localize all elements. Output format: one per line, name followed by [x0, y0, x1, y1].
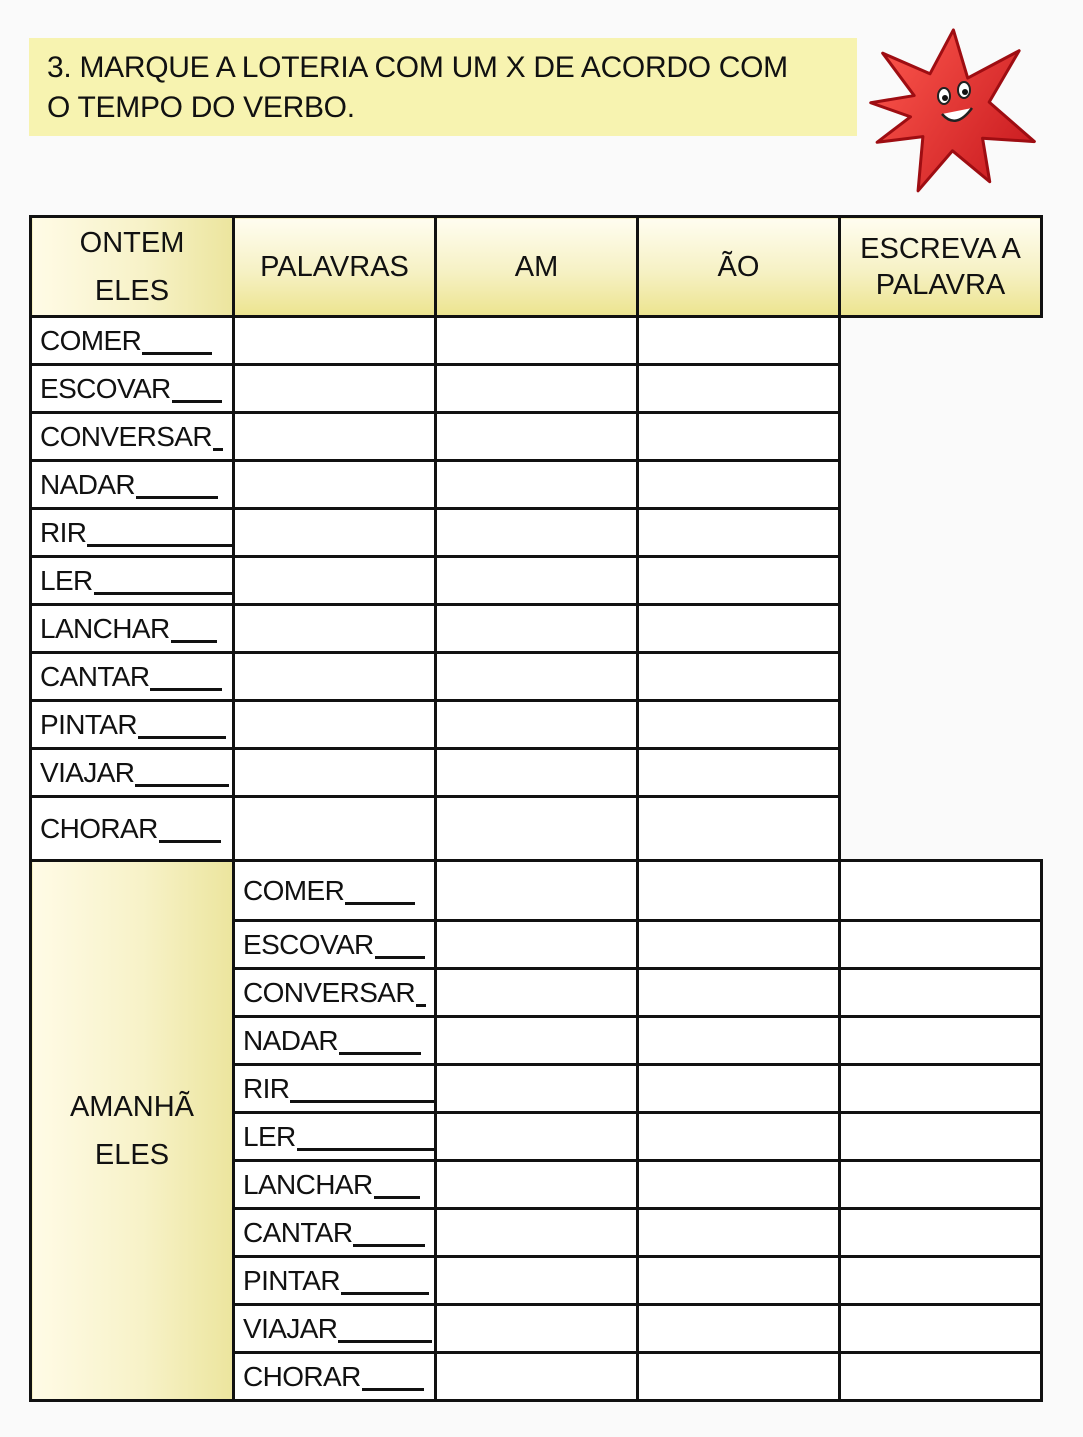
group-label-ontem [31, 217, 234, 317]
answer-cell-ao[interactable] [436, 509, 638, 557]
fill-in-blank-line [416, 1004, 426, 1007]
answer-cell-am[interactable] [234, 749, 436, 797]
table-row [31, 861, 1042, 921]
answer-cell-escreva[interactable] [638, 365, 840, 413]
fill-in-blank-line [290, 1100, 435, 1103]
word-label: NADAR [40, 468, 136, 500]
word-label: COMER [40, 324, 142, 356]
answer-cell-escreva[interactable] [638, 653, 840, 701]
fill-in-blank-line [171, 640, 217, 643]
word-cell [31, 605, 234, 653]
table-row [31, 317, 1042, 365]
answer-cell-am[interactable] [234, 317, 436, 365]
answer-cell-am[interactable] [436, 861, 638, 921]
answer-cell-escreva[interactable] [638, 701, 840, 749]
answer-cell-escreva[interactable] [840, 1353, 1042, 1401]
table-row [31, 557, 1042, 605]
answer-cell-ao[interactable] [436, 797, 638, 861]
fill-in-blank-line [297, 1148, 436, 1151]
answer-cell-ao[interactable] [638, 1161, 840, 1209]
word-label: LANCHAR [243, 1168, 373, 1200]
group-label-amanha-line1: AMANHÃ [69, 1090, 195, 1123]
word-cell [234, 1257, 436, 1305]
fill-in-blank-line [353, 1244, 425, 1247]
answer-cell-am[interactable] [436, 1257, 638, 1305]
word-cell [31, 365, 234, 413]
answer-cell-escreva[interactable] [840, 1161, 1042, 1209]
answer-cell-am[interactable] [234, 557, 436, 605]
header-am: AM [436, 217, 638, 317]
table-row [31, 701, 1042, 749]
header-row [31, 217, 1042, 317]
word-cell [234, 1113, 436, 1161]
word-label: CHORAR [243, 1360, 361, 1392]
answer-cell-am[interactable] [436, 1305, 638, 1353]
answer-cell-ao[interactable] [638, 861, 840, 921]
instruction-line-1: 3. MARQUE A LOTERIA COM UM X DE ACORDO COM [47, 51, 788, 84]
answer-cell-ao[interactable] [638, 1257, 840, 1305]
answer-cell-am[interactable] [234, 461, 436, 509]
fill-in-blank-line [159, 840, 221, 843]
answer-cell-am[interactable] [234, 509, 436, 557]
word-cell [31, 701, 234, 749]
word-cell [31, 509, 234, 557]
word-label: CANTAR [40, 660, 150, 692]
fill-in-blank-line [362, 1388, 424, 1391]
answer-cell-am[interactable] [436, 1017, 638, 1065]
word-cell [234, 1305, 436, 1353]
word-label: VIAJAR [243, 1312, 338, 1344]
word-cell [31, 653, 234, 701]
answer-cell-ao[interactable] [638, 969, 840, 1017]
group-label-ontem-line2: ELES [94, 274, 170, 307]
answer-cell-escreva[interactable] [840, 1305, 1042, 1353]
word-label: CONVERSAR [40, 420, 212, 452]
answer-cell-am[interactable] [436, 1209, 638, 1257]
answer-cell-escreva[interactable] [638, 797, 840, 861]
word-cell [234, 861, 436, 921]
word-label: PINTAR [40, 708, 137, 740]
answer-cell-escreva[interactable] [638, 461, 840, 509]
answer-cell-ao[interactable] [638, 1017, 840, 1065]
table-row [31, 653, 1042, 701]
word-label: LANCHAR [40, 612, 170, 644]
answer-cell-escreva[interactable] [638, 749, 840, 797]
fill-in-blank-line [345, 902, 415, 905]
answer-cell-ao[interactable] [436, 461, 638, 509]
fill-in-blank-line [374, 1196, 420, 1199]
word-label: CHORAR [40, 812, 158, 844]
fill-in-blank-line [136, 496, 218, 499]
answer-cell-escreva[interactable] [840, 1065, 1042, 1113]
word-cell [31, 461, 234, 509]
word-cell [31, 317, 234, 365]
answer-cell-am[interactable] [234, 413, 436, 461]
word-label: VIAJAR [40, 756, 135, 788]
word-label: COMER [243, 874, 345, 906]
answer-cell-am[interactable] [436, 921, 638, 969]
word-label: RIR [40, 516, 87, 548]
word-label: PINTAR [243, 1264, 340, 1296]
fill-in-blank-line [94, 592, 234, 595]
header-palavras: PALAVRAS [234, 217, 436, 317]
instruction-box [29, 38, 857, 136]
word-label: CONVERSAR [243, 976, 415, 1008]
group-label-ontem-line1: ONTEM [79, 226, 185, 259]
answer-cell-ao[interactable] [638, 1305, 840, 1353]
table-row [31, 413, 1042, 461]
word-cell [234, 921, 436, 969]
table-row [31, 509, 1042, 557]
answer-cell-am[interactable] [436, 1161, 638, 1209]
answer-cell-escreva[interactable] [638, 317, 840, 365]
word-label: RIR [243, 1072, 290, 1104]
word-cell [234, 1209, 436, 1257]
word-label: LER [40, 564, 93, 596]
table-row [31, 749, 1042, 797]
word-cell [31, 797, 234, 861]
answer-cell-escreva[interactable] [638, 557, 840, 605]
answer-cell-escreva[interactable] [840, 861, 1042, 921]
word-label: NADAR [243, 1024, 339, 1056]
verb-lottery-table [29, 215, 1043, 1402]
fill-in-blank-line [150, 688, 222, 691]
answer-cell-ao[interactable] [638, 1113, 840, 1161]
header-escreva-a-palavra [840, 217, 1042, 317]
answer-cell-ao[interactable] [638, 1209, 840, 1257]
answer-cell-ao[interactable] [638, 1065, 840, 1113]
answer-cell-escreva[interactable] [840, 969, 1042, 1017]
answer-cell-escreva[interactable] [840, 921, 1042, 969]
answer-cell-ao[interactable] [436, 557, 638, 605]
fill-in-blank-line [339, 1052, 421, 1055]
word-cell [234, 1353, 436, 1401]
red-x-smiling-icon [866, 26, 1038, 194]
answer-cell-ao[interactable] [436, 701, 638, 749]
answer-cell-am[interactable] [234, 701, 436, 749]
answer-cell-escreva[interactable] [840, 1113, 1042, 1161]
answer-cell-am[interactable] [234, 653, 436, 701]
answer-cell-ao[interactable] [436, 605, 638, 653]
answer-cell-escreva[interactable] [840, 1017, 1042, 1065]
word-cell [31, 749, 234, 797]
fill-in-blank-line [138, 736, 226, 739]
answer-cell-escreva[interactable] [840, 1209, 1042, 1257]
header-escreva-line2: PALAVRA [875, 268, 1006, 301]
answer-cell-ao[interactable] [436, 317, 638, 365]
table-row [31, 461, 1042, 509]
answer-cell-escreva[interactable] [638, 413, 840, 461]
word-cell [234, 1161, 436, 1209]
word-cell [31, 557, 234, 605]
header-escreva-line1: ESCREVA A [860, 232, 1021, 265]
answer-cell-ao[interactable] [436, 413, 638, 461]
answer-cell-am[interactable] [234, 365, 436, 413]
word-cell [234, 1065, 436, 1113]
table-row [31, 605, 1042, 653]
fill-in-blank-line [142, 352, 212, 355]
header-ao: ÃO [638, 217, 840, 317]
word-label: LER [243, 1120, 296, 1152]
word-label: ESCOVAR [243, 928, 374, 960]
instruction-line-2: O TEMPO DO VERBO. [47, 91, 355, 124]
answer-cell-ao[interactable] [638, 1353, 840, 1401]
answer-cell-escreva[interactable] [840, 1257, 1042, 1305]
answer-cell-am[interactable] [436, 1113, 638, 1161]
answer-cell-am[interactable] [234, 605, 436, 653]
fill-in-blank-line [213, 448, 223, 451]
table-row [31, 365, 1042, 413]
group-label-amanha-line2: ELES [94, 1138, 170, 1171]
answer-cell-ao[interactable] [436, 653, 638, 701]
group-label-amanha [31, 861, 234, 1401]
answer-cell-am[interactable] [234, 797, 436, 861]
word-cell [234, 969, 436, 1017]
word-cell [234, 1017, 436, 1065]
answer-cell-am[interactable] [436, 1065, 638, 1113]
fill-in-blank-line [341, 1292, 429, 1295]
answer-cell-ao[interactable] [638, 921, 840, 969]
fill-in-blank-line [135, 784, 229, 787]
answer-cell-ao[interactable] [436, 749, 638, 797]
answer-cell-escreva[interactable] [638, 509, 840, 557]
table-row [31, 797, 1042, 861]
answer-cell-escreva[interactable] [638, 605, 840, 653]
answer-cell-am[interactable] [436, 969, 638, 1017]
fill-in-blank-line [375, 956, 425, 959]
fill-in-blank-line [172, 400, 222, 403]
word-label: ESCOVAR [40, 372, 171, 404]
fill-in-blank-line [87, 544, 233, 547]
answer-cell-ao[interactable] [436, 365, 638, 413]
word-label: CANTAR [243, 1216, 353, 1248]
word-cell [31, 413, 234, 461]
answer-cell-am[interactable] [436, 1353, 638, 1401]
fill-in-blank-line [338, 1340, 432, 1343]
